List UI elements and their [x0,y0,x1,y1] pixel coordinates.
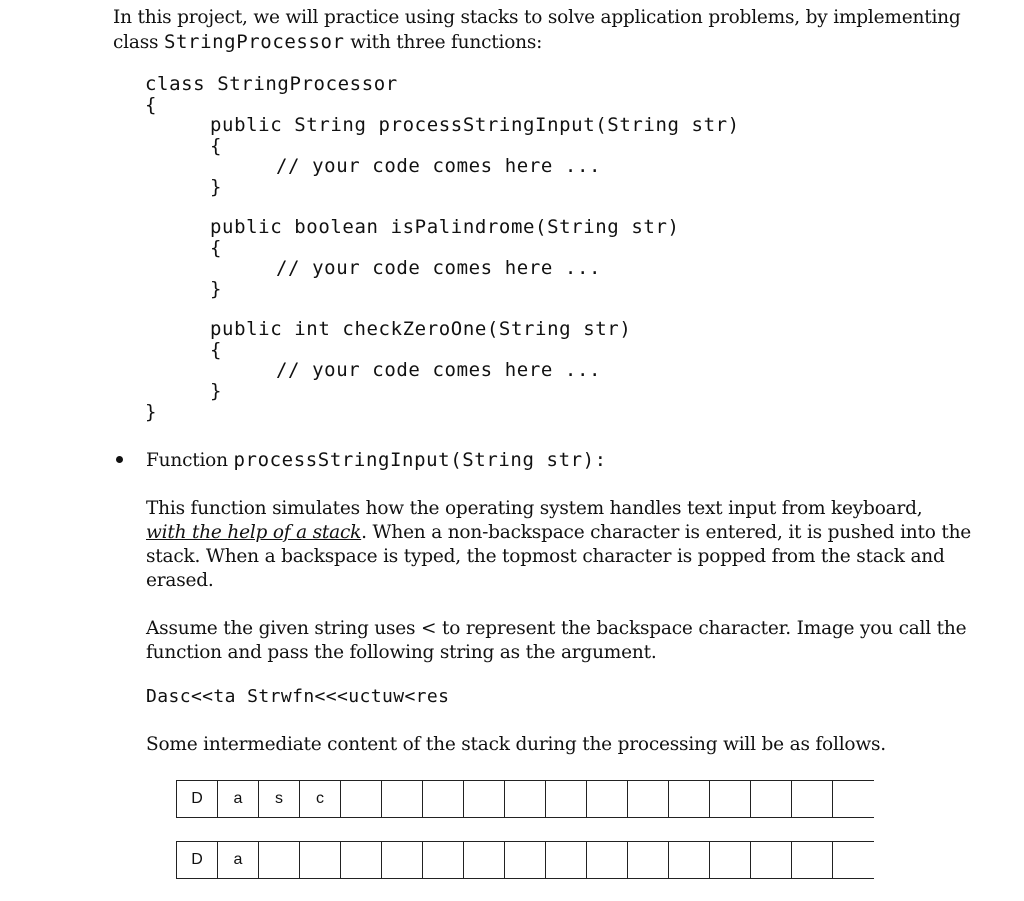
stack-cell [668,781,709,817]
stack-cell [381,842,422,878]
stack-state-row [176,780,874,818]
method-signature-checkzeroone: public int checkZeroOne(String str) [210,318,632,340]
method-body-comment: // your code comes here ... [276,359,602,381]
stack-cell [545,781,586,817]
stack-cell [381,781,422,817]
stack-cell [832,781,874,817]
stack-cell [832,842,874,878]
stack-cell [586,781,627,817]
class-declaration: class StringProcessor [145,73,398,95]
stack-cell: s [258,781,299,817]
stack-cell [586,842,627,878]
stack-cell: c [299,781,340,817]
method-open-brace: { [210,237,223,259]
method-close-brace: } [210,278,223,300]
method-signature-process: public String processStringInput(String str) [210,114,740,136]
method-body-comment: // your code comes here ... [276,257,602,279]
assumption-paragraph [146,617,967,665]
stack-cell [545,842,586,878]
stack-cell [422,781,463,817]
intro-line-2-suffix: with three functions: [344,32,543,53]
stack-cell [340,842,381,878]
stack-cell [463,842,504,878]
stack-cell [791,781,832,817]
stack-cell [750,781,791,817]
intro-paragraph [113,6,961,54]
example-input-string: Dasc<<ta Strwfn<<<uctuw<res [146,686,450,707]
stack-cell [504,781,545,817]
intro-line-2-prefix: class [113,32,164,53]
method-close-brace: } [210,176,223,198]
method-body-comment: // your code comes here ... [276,155,602,177]
stack-cell [627,781,668,817]
method-close-brace: } [210,380,223,402]
stack-cell [463,781,504,817]
para1-line-2 [146,521,972,545]
stack-cell [299,842,340,878]
para1-line-1: This function simulates how the operating system handles text input from keyboard, [146,498,923,519]
method-open-brace: { [210,339,223,361]
stack-cell: D [176,781,217,817]
stack-intro-text: Some intermediate content of the stack during the processing will be as follows. [146,734,886,755]
stack-cell [750,842,791,878]
para2-line-1: Assume the given string uses < to represent the backspace character. Image you call the [146,618,967,639]
stack-cell [791,842,832,878]
intro-line-2 [113,30,943,54]
stack-cell: a [217,781,258,817]
method-signature-palindrome: public boolean isPalindrome(String str) [210,216,680,238]
para1-line-4: erased. [146,570,214,591]
stack-cell [504,842,545,878]
stack-cell: D [176,842,217,878]
function-name-code: processStringInput(String str): [233,449,607,471]
bullet-heading [146,448,607,473]
class-name-code: StringProcessor [163,31,345,53]
class-open-brace: { [145,94,158,116]
stack-cell [709,781,750,817]
intro-line-1: In this project, we will practice using stacks to solve application problems, by implementing [113,7,961,28]
stack-cell [627,842,668,878]
stack-state-row [176,841,874,879]
bullet-point [116,456,123,463]
stack-cell [258,842,299,878]
stack-link[interactable]: with the help of a stack [146,522,362,543]
para2-line-2: function and pass the following string as the argument. [146,642,657,663]
stack-cell [340,781,381,817]
class-close-brace: } [145,401,158,423]
para1-line-3: stack. When a backspace is typed, the topmost character is popped from the stack and [146,546,945,567]
stack-cell: a [217,842,258,878]
description-paragraph [146,497,972,593]
method-open-brace: { [210,135,223,157]
bullet-prefix: Function [146,450,234,471]
stack-cell [709,842,750,878]
stack-cell [668,842,709,878]
stack-cell [422,842,463,878]
para1-line-2-rest: . When a non-backspace character is entered, it is pushed into the [361,522,972,543]
